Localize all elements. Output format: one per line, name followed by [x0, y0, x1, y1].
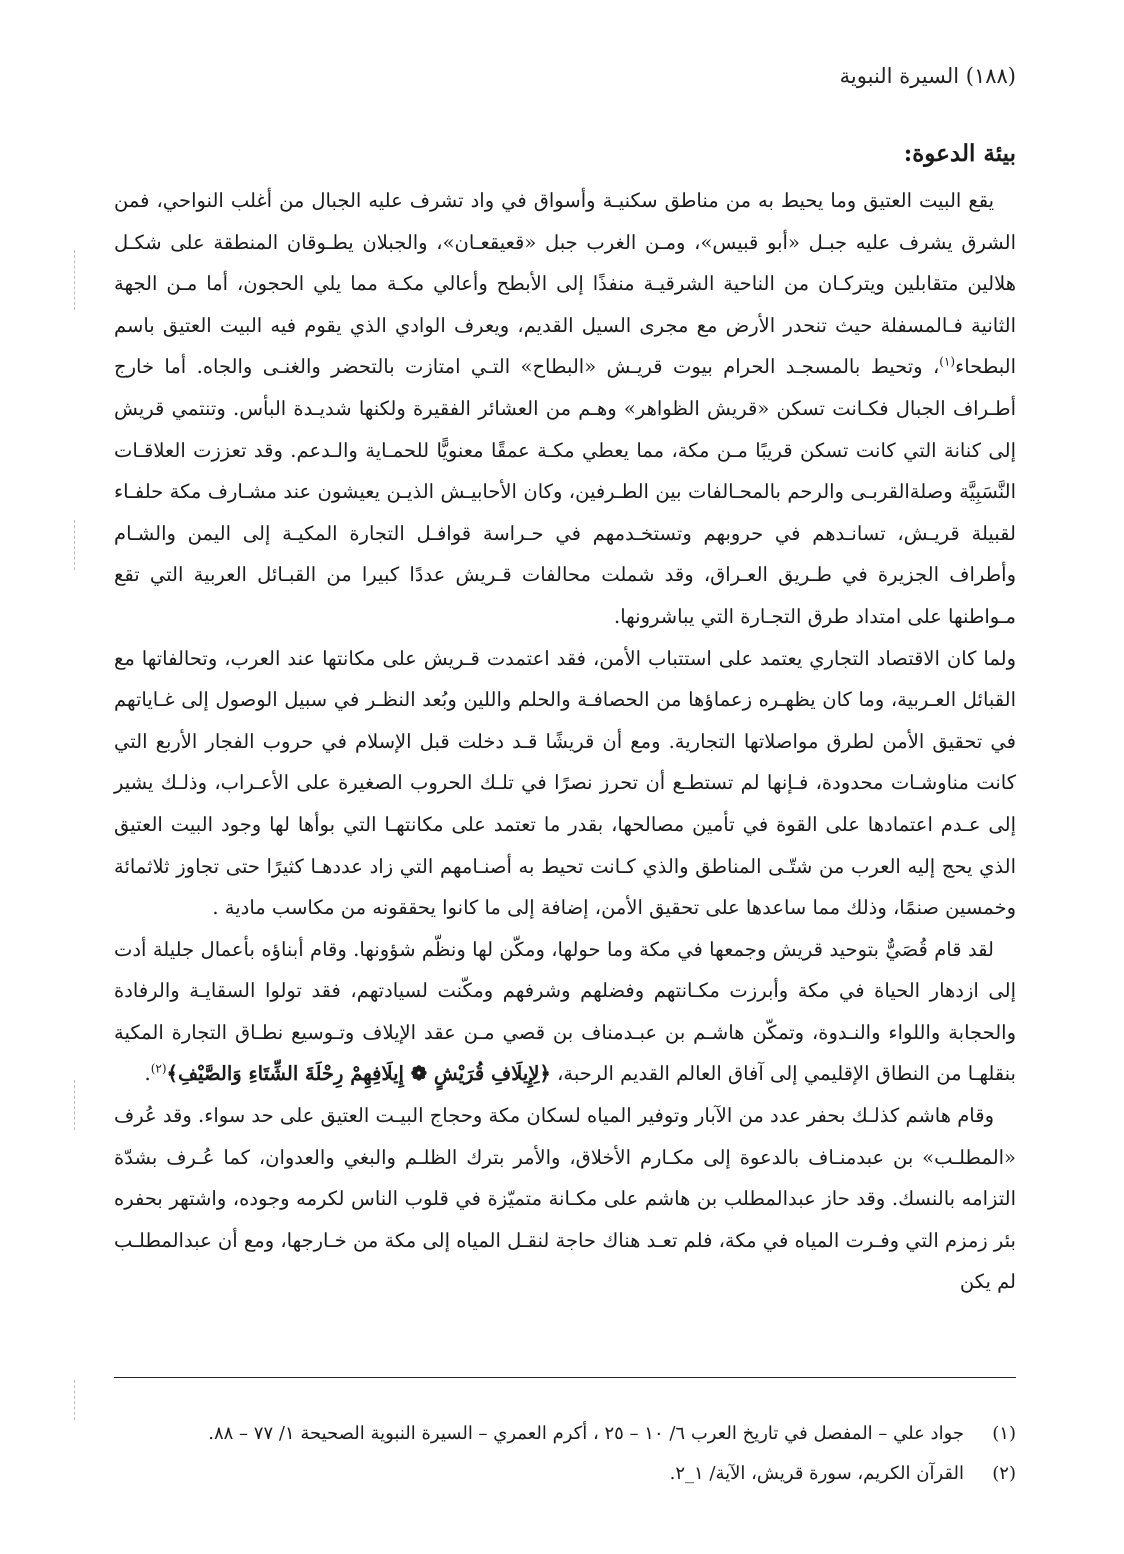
footnote-divider [114, 1377, 1016, 1378]
paragraph-text: يقع البيت العتيق وما يحيط به من مناطق سكنيـة وأسواق في واد تشرف عليه الجبال من أغلب النواحي، فمن الشرق يشرف عليه جبـل «أبو قبيس»، ومـن الغرب جبل «قعيقعـان»، والجبلان يطـوقان المنطقة على شكـل هلالين متقابلين ويتركـان من الناحية الشرقيـة منفذًا إلى الأبطح وأعالي مكـة مما يلي الحجون، أما مـن الجهة الثانية فـالمسفلة حيث تنحدر الأرض مع مجرى السيل القديم، ويعرف الوادي الذي يقوم فيه البيت العتيق باسم البطحاء [114, 189, 1016, 379]
footnote-text: جواد علي – المفصل في تاريخ العرب ٦/ ١٠ – ٢٥ ، أكرم العمري – السيرة النبوية الصحيحة ١/ ٧٧ – ٨٨. [208, 1423, 964, 1444]
footnotes [114, 1414, 1016, 1494]
body-text [114, 180, 1016, 1303]
footnote-number: (١) [992, 1423, 1016, 1444]
paragraph [114, 929, 1016, 1095]
paragraph [114, 180, 1016, 638]
section-title: بيئة الدعوة: [903, 140, 1016, 167]
paragraph-text: لقد قام قُصَيٌّ بتوحيد قريش وجمعها في مكة وما حولها، ومكّن لها ونظّم شؤونها. وقام أبناؤه بأعمال جليلة أدت إلى ازدهار الحياة في مكة وأبرزت مكـانتهم وفضلهم وشرفهم ومكّنت لسيادتهم، فقد تولوا السقايـة والرفادة والحجابة واللواء والنـدوة، وتمكّن هاشـم بن عبـدمناف بن قصي مـن عقد الإيلاف وتـوسيع نطـاق التجارة المكية بنقلهـا من النطاق الإقليمي إلى آفاق العالم القديم الرحبة، [114, 937, 1017, 1086]
scan-margin-mark [74, 1080, 75, 1130]
footnote-number: (٢) [992, 1463, 1016, 1484]
footnote-ref[interactable]: (١) [939, 354, 956, 369]
footnote-item [114, 1414, 1016, 1454]
running-header: (١٨٨) السيرة النبوية [839, 64, 1016, 88]
scan-margin-mark [74, 1380, 75, 1420]
scan-margin-mark [74, 250, 75, 310]
paragraph-text: . [144, 1062, 151, 1086]
footnote-ref[interactable]: (٢) [150, 1061, 167, 1076]
paragraph-text: ، وتحيط بالمسجـد الحرام بيوت قريـش «البطاح» التـي امتازت بالتحضر والغنـى والجاه. أما خارج أطـراف الجبال فكـانت تسكن «قريش الظواهر» وهـم من العشائر الفقيرة ولكنها شديـدة البأس. وتنتمي قريش إلى كنانة التي كانت تسكن قريبًا مـن مكة، مما يعطي مكـة عمقًا معنويًّا للحمـاية والـدعم. وقد تعززت العلاقـات النَّسَبِيَّة وصلةالقربـى والرحم بالمحـالفات بين الطـرفين، وكان الأحابيـش الذيـن يعيشون عند مشـارف مكة حلفـاء لقبيلة قريـش، تسانـدهم في حروبهم وتستخـدمهم في حـراسة قوافـل التجارة المكيـة إلى اليمن والشـام وأطراف الجزيرة في طـريق العـراق، وقد شملت محالفات قـريش عددًا كبيرا من القبـائل العربية التي تقع مـواطنها على امتداد طرق التجـارة التي يباشرونها. [114, 355, 1016, 628]
quran-verse: ﴿لِإِيلَافِ قُرَيْشٍ ❁ إِيلَافِهِمْ رِحْلَةَ الشِّتَاءِ وَالصَّيْفِ﴾ [166, 1062, 551, 1086]
footnote-text: القرآن الكريم، سورة قريش، الآية/ ١_٢. [669, 1463, 964, 1484]
paragraph: وقام هاشم كذلـك بحفر عدد من الآبار وتوفير المياه لسكان مكة وحجاج البيـت العتيق على حد سواء. وقد عُرف «المطلـب» بن عبدمنـاف بالدعوة إلى مكـارم الأخلاق، والأمر بترك الظلـم والبغي والعدوان، كما عُـرف بشدّة التزامه بالنسك. وقد حاز عبدالمطلب بن هاشم على مكـانة متميّزة في قلوب الناس لكرمه وجوده، واشتهر بحفره بئر زمزم التي وفـرت المياه في مكة، فلم تعـد هناك حاجة لنقـل المياه إلى مكة من خـارجها، ومع أن عبدالمطلـب لم يكن [114, 1104, 1016, 1294]
paragraph: ولما كان الاقتصاد التجاري يعتمد على استتباب الأمن، فقد اعتمدت قـريش على مكانتها عند العرب، وتحالفاتها مع القبائل العـربية، وما كان يظهـره زعماؤها من الحصافـة والحلم واللين وبُعد النظـر في سبيل الوصول إلى غـاياتهم في تحقيق الأمن لطرق مواصلاتها التجارية. ومع أن قريشًا قـد دخلت قبل الإسلام في حروب الفجار الأربع التي كانت مناوشـات محدودة، فـإنها لم تستطـع أن تحرز نصرًا في تلـك الحروب الصغيرة على الأعـراب، وذلـك يشير إلى عـدم اعتمادها على القوة في تأمين مصالحها، بقدر ما تعتمد على مكانتهـا التي بوأها لها وجود البيت العتيق الذي يحج إليه العرب من شتّـى المناطق والذي كـانت تحيط به أصنـامهم التي زاد عددهـا كثيرًا حتى تجاوز ثلاثمائة وخمسين صنمًا، وذلك مما ساعدها على تحقيق الأمن، إضافة إلى ما كانوا يحققونه من مكاسب مادية . [114, 646, 1016, 920]
scan-margin-mark [74, 520, 75, 570]
footnote-item [114, 1454, 1016, 1494]
